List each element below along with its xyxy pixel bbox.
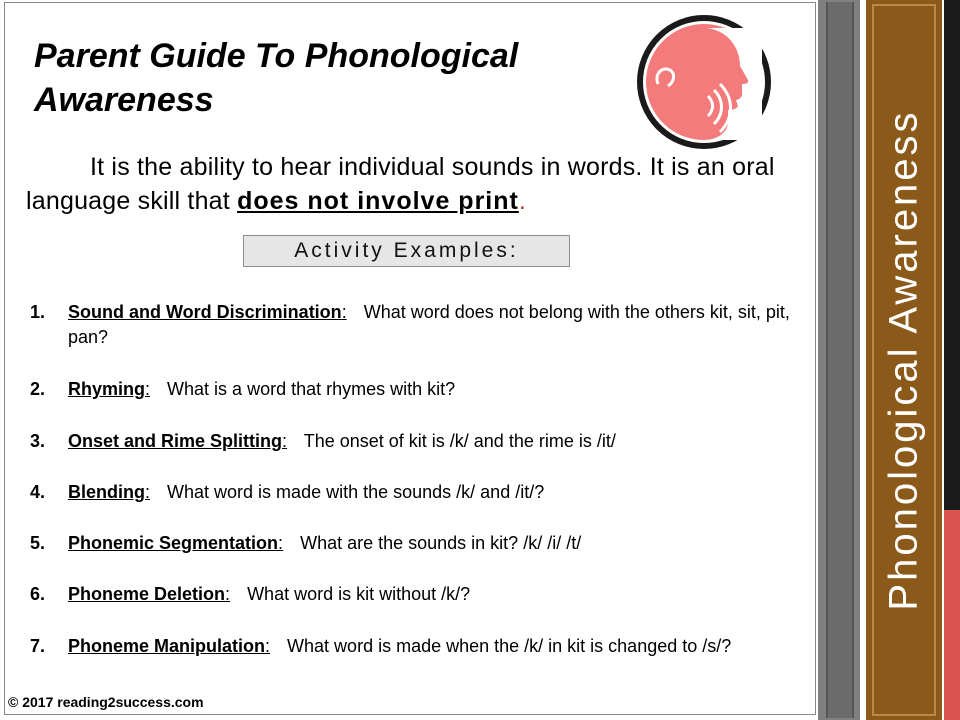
intro-period: . [518,187,526,215]
item-term: Phonemic Segmentation [68,533,279,553]
side-title: Phonological Awareness [881,109,926,611]
head-hearing-icon [636,14,772,150]
item-text: What word does not belong with the others kit, sit, pit, pan? [68,302,790,347]
item-colon: : [341,302,347,322]
item-text: What word is kit without /k/? [247,584,471,604]
list-item [30,634,790,659]
item-colon: : [225,584,231,604]
intro-text: It is the ability to hear individual sounds in words. It is an oral language skill that [26,153,775,215]
copyright-footer: © 2017 reading2success.com [8,694,204,710]
item-term: Rhyming [68,379,146,399]
item-colon: : [145,379,151,399]
item-term: Sound and Word Discrimination [68,302,342,322]
list-item [30,300,790,350]
item-term: Onset and Rime Splitting [68,431,283,451]
item-text: What word is made with the sounds /k/ and /it/? [167,482,545,502]
intro-paragraph [26,150,806,218]
item-text: What are the sounds in kit? /k/ /i/ /t/ [300,533,582,553]
activity-heading: Activity Examples: [243,235,570,267]
item-colon: : [278,533,284,553]
item-text: What is a word that rhymes with kit? [167,379,456,399]
list-item [30,429,790,454]
edge-bar-red [944,510,960,720]
item-number: 2. [30,379,46,399]
item-term: Blending [68,482,145,502]
item-number: 3. [30,431,46,451]
item-number: 5. [30,533,46,553]
list-item [30,531,790,556]
item-text: The onset of kit is /k/ and the rime is /it/ [303,431,616,451]
intro-emphasis: does not involve print [237,187,519,215]
side-bar-gray-inner [826,2,854,718]
item-number: 7. [30,636,46,656]
item-number: 6. [30,584,46,604]
item-colon: : [145,482,151,502]
item-number: 1. [30,302,46,322]
edge-bar-dark [944,0,960,510]
list-item [30,480,790,505]
item-number: 4. [30,482,46,502]
item-term: Phoneme Manipulation [68,636,266,656]
item-term: Phoneme Deletion [68,584,226,604]
item-colon: : [282,431,288,451]
item-text: What word is made when the /k/ in kit is changed to /s/? [287,636,732,656]
list-item [30,582,790,607]
page-title: Parent Guide To Phonological Awareness [34,37,519,119]
list-item [30,377,790,402]
item-colon: : [265,636,271,656]
